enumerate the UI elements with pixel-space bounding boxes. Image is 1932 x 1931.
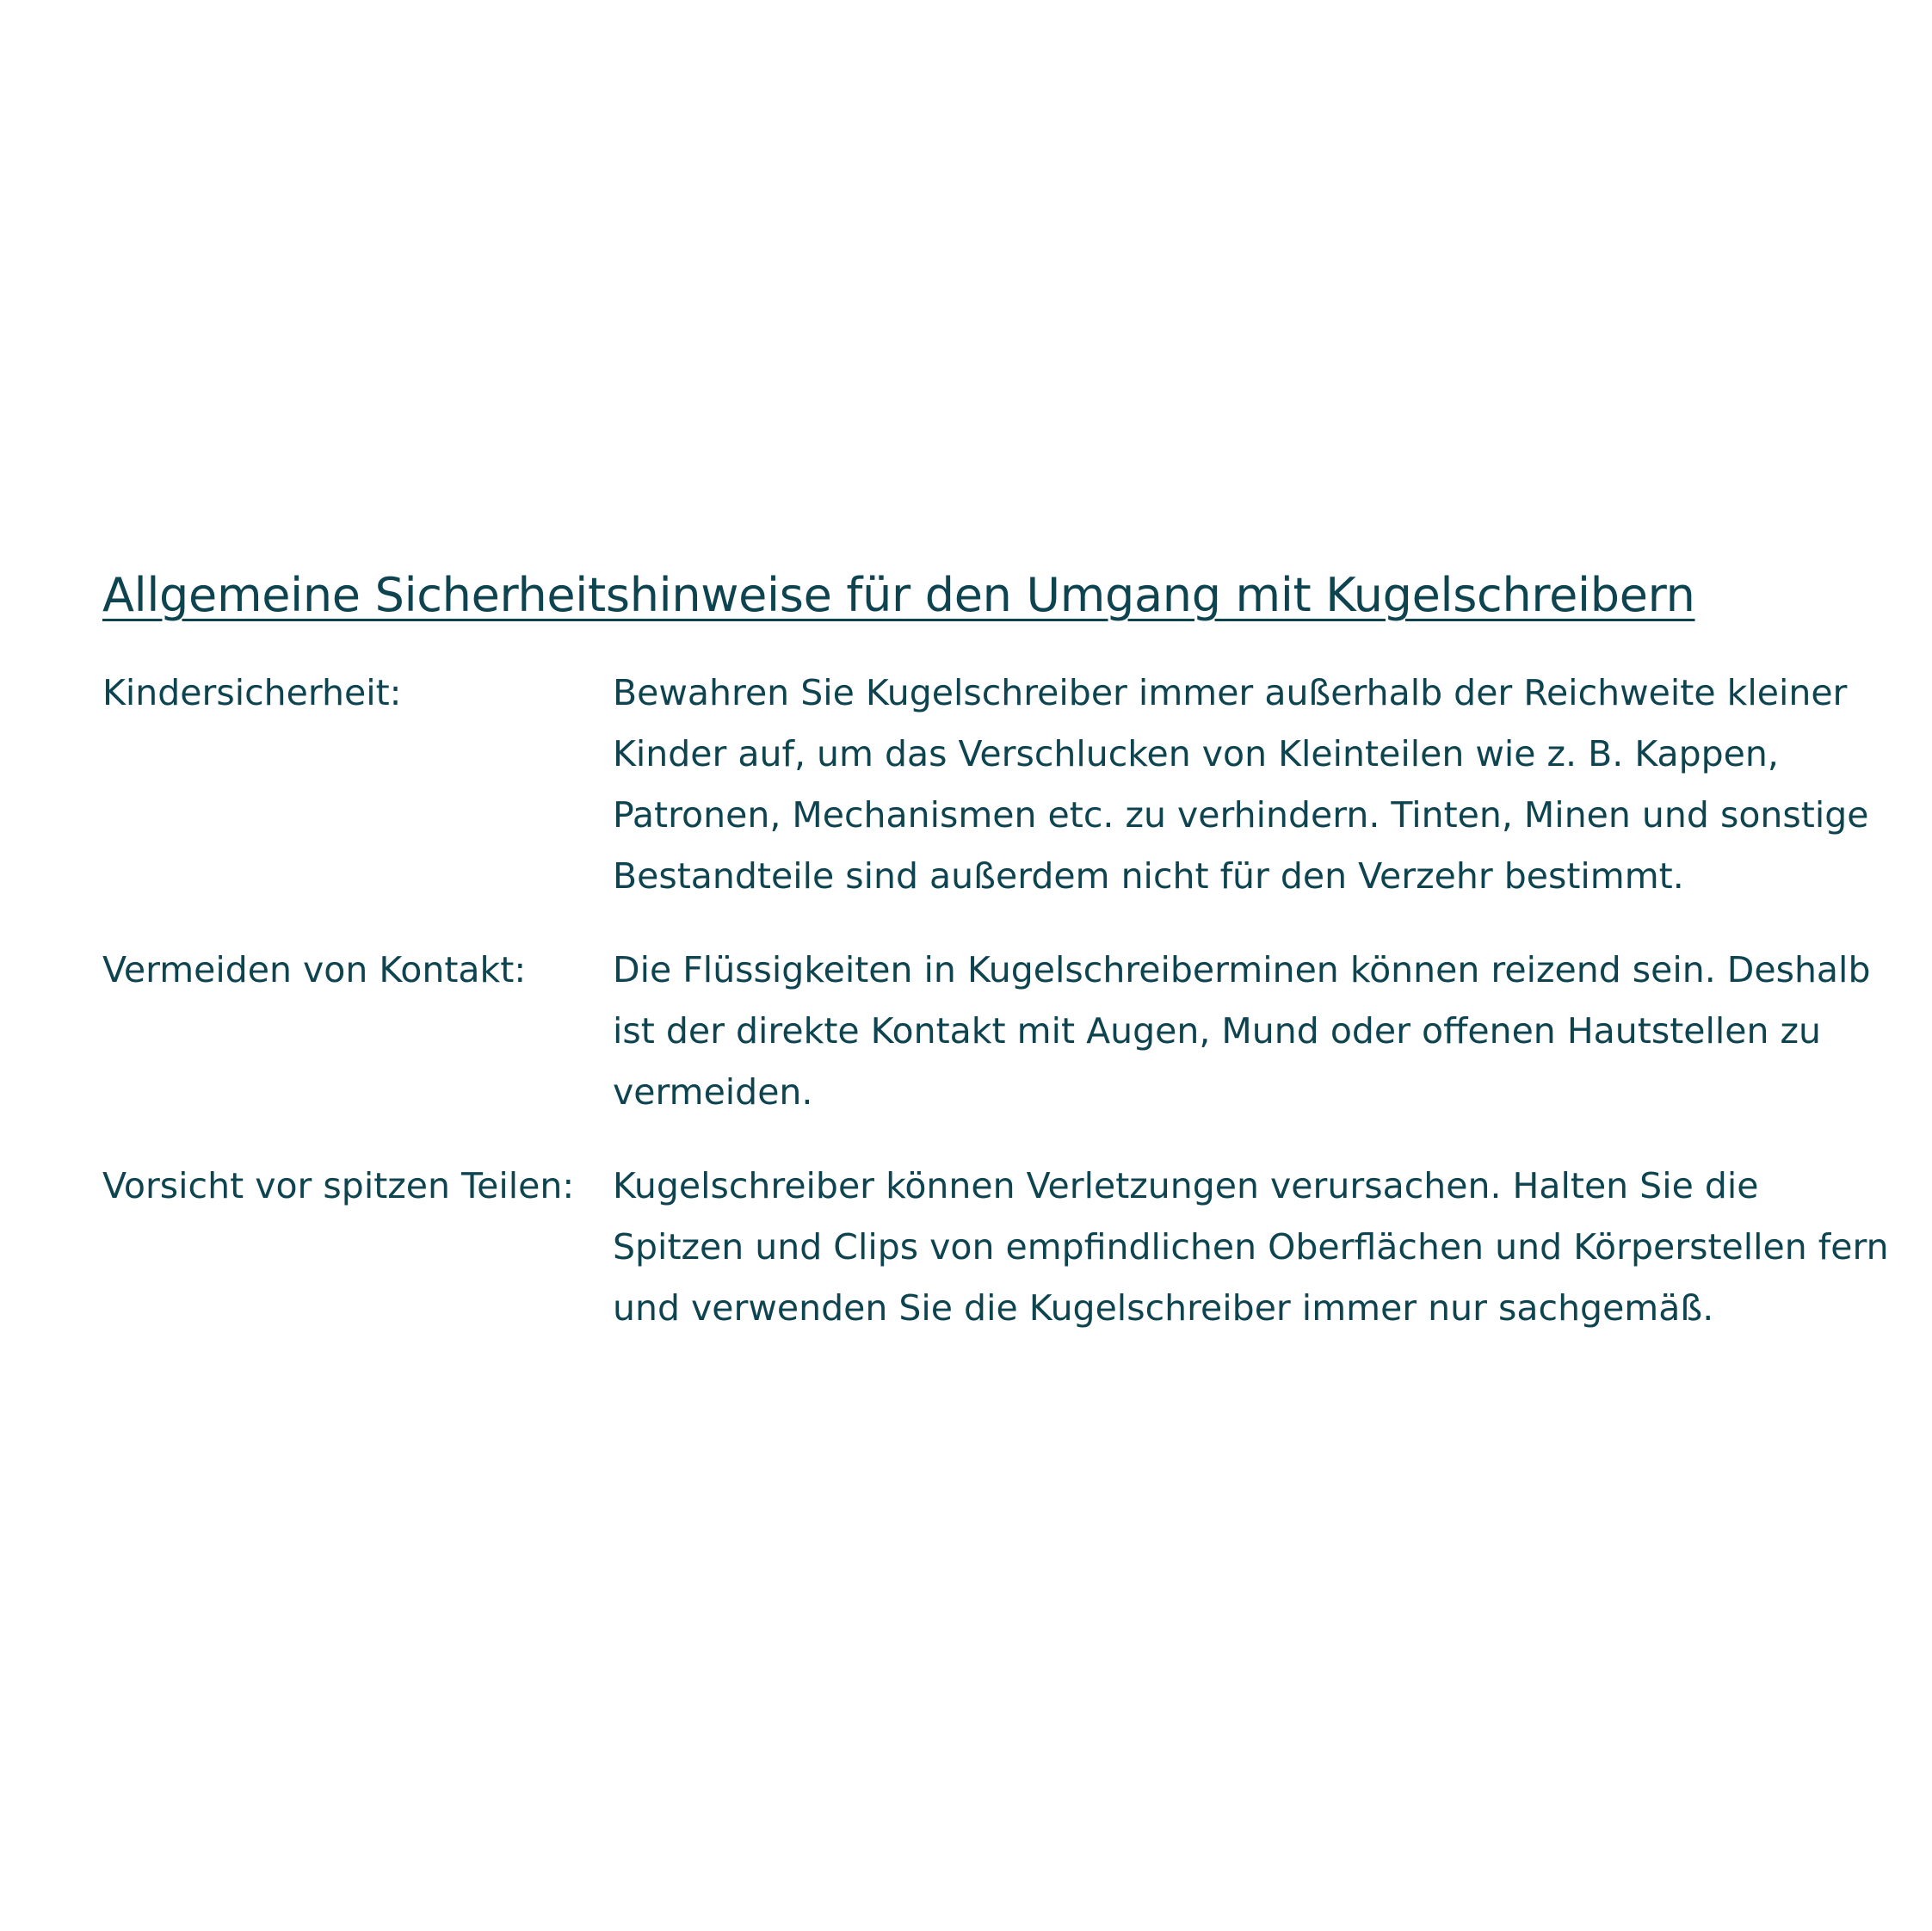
section-text: Bewahren Sie Kugelschreiber immer außerhalb der Reichweite kleiner Kinder auf, um das Verschlucken von Kleinteilen wie z. B. Kappen, Patronen, Mechanismen etc. zu verhindern. Tinten, Minen und sonstige Bestandteile sind außerdem nicht für den Verzehr bestimmt. bbox=[613, 672, 1869, 897]
section-avoid-contact bbox=[102, 940, 1892, 1123]
document-title: Allgemeine Sicherheitshinweise für den Umgang mit Kugelschreibern bbox=[102, 568, 1695, 622]
section-child-safety bbox=[102, 663, 1892, 907]
section-text: Kugelschreiber können Verletzungen verursachen. Halten Sie die Spitzen und Clips von empfindlichen Oberflächen und Körperstellen fern und verwenden Sie die Kugelschreiber immer nur sachgemäß. bbox=[613, 1165, 1889, 1329]
section-label: Vorsicht vor spitzen Teilen: bbox=[102, 1165, 575, 1206]
safety-document bbox=[102, 561, 1892, 1339]
section-label: Vermeiden von Kontakt: bbox=[102, 949, 527, 990]
section-text: Die Flüssigkeiten in Kugelschreiberminen können reizend sein. Deshalb ist der direkte Kontakt mit Augen, Mund oder offenen Hautstellen zu vermeiden. bbox=[613, 949, 1871, 1113]
section-label: Kindersicherheit: bbox=[102, 672, 402, 713]
section-sharp-parts bbox=[102, 1156, 1892, 1339]
